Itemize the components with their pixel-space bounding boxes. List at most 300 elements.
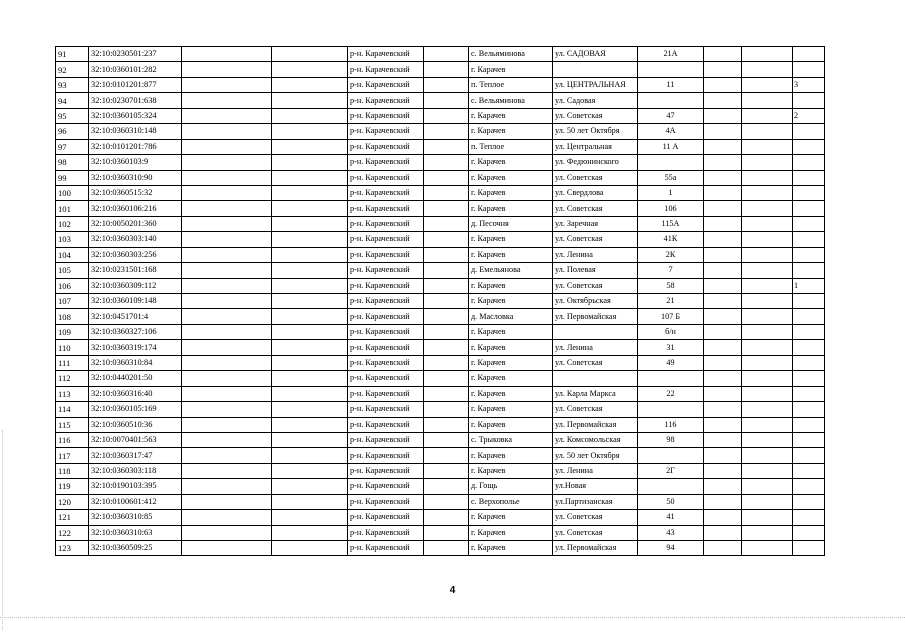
empty-cell — [182, 541, 272, 556]
page-number: 4 — [449, 585, 456, 596]
cadastral-number-cell: 32:10:0050201:360 — [89, 216, 182, 231]
row-number-cell: 94 — [56, 93, 89, 108]
settlement-cell: с. Вельяминова — [469, 93, 553, 108]
registry-table-body — [56, 47, 825, 556]
empty-cell — [424, 510, 469, 525]
empty-cell — [704, 77, 742, 92]
house-number-cell: 55а — [638, 170, 704, 185]
empty-cell — [182, 185, 272, 200]
empty-cell — [424, 402, 469, 417]
street-cell: ул. Первомайская — [553, 309, 638, 324]
empty-cell — [182, 340, 272, 355]
empty-cell — [742, 108, 793, 123]
empty-cell — [182, 232, 272, 247]
empty-cell — [182, 448, 272, 463]
row-number-cell: 108 — [56, 309, 89, 324]
empty-cell — [704, 124, 742, 139]
district-cell: р-н. Карачевский — [348, 386, 424, 401]
empty-cell — [182, 155, 272, 170]
settlement-cell: г. Карачев — [469, 541, 553, 556]
empty-cell — [272, 386, 348, 401]
house-number-cell: 107 Б — [638, 309, 704, 324]
empty-cell — [272, 402, 348, 417]
marker-cell — [793, 479, 825, 494]
empty-cell — [272, 139, 348, 154]
marker-cell — [793, 417, 825, 432]
empty-cell — [182, 510, 272, 525]
empty-cell — [424, 124, 469, 139]
cadastral-number-cell: 32:10:0100601:412 — [89, 494, 182, 509]
cadastral-number-cell: 32:10:0451701:4 — [89, 309, 182, 324]
empty-cell — [742, 294, 793, 309]
empty-cell — [272, 417, 348, 432]
marker-cell — [793, 340, 825, 355]
street-cell — [553, 371, 638, 386]
empty-cell — [272, 294, 348, 309]
settlement-cell: г. Карачев — [469, 371, 553, 386]
cadastral-number-cell: 32:10:0360103:9 — [89, 155, 182, 170]
empty-cell — [182, 108, 272, 123]
empty-cell — [272, 541, 348, 556]
empty-cell — [704, 494, 742, 509]
street-cell: ул. Центральная — [553, 139, 638, 154]
district-cell: р-н. Карачевский — [348, 185, 424, 200]
settlement-cell: д. Емельянова — [469, 263, 553, 278]
empty-cell — [704, 463, 742, 478]
empty-cell — [424, 386, 469, 401]
empty-cell — [742, 124, 793, 139]
empty-cell — [182, 62, 272, 77]
empty-cell — [704, 309, 742, 324]
settlement-cell: г. Карачев — [469, 355, 553, 370]
empty-cell — [424, 47, 469, 62]
empty-cell — [742, 263, 793, 278]
empty-cell — [424, 108, 469, 123]
row-number-cell: 111 — [56, 355, 89, 370]
empty-cell — [272, 432, 348, 447]
cadastral-number-cell: 32:10:0360319:174 — [89, 340, 182, 355]
row-number-cell: 119 — [56, 479, 89, 494]
row-number-cell: 100 — [56, 185, 89, 200]
cadastral-number-cell: 32:10:0360310:63 — [89, 525, 182, 540]
cadastral-number-cell: 32:10:0360327:106 — [89, 324, 182, 339]
table-row — [56, 448, 825, 463]
row-number-cell: 118 — [56, 463, 89, 478]
house-number-cell: 4А — [638, 124, 704, 139]
empty-cell — [704, 216, 742, 231]
empty-cell — [704, 278, 742, 293]
table-row — [56, 340, 825, 355]
empty-cell — [704, 448, 742, 463]
empty-cell — [704, 479, 742, 494]
empty-cell — [424, 324, 469, 339]
settlement-cell: с. Трыковка — [469, 432, 553, 447]
marker-cell — [793, 62, 825, 77]
empty-cell — [182, 463, 272, 478]
row-number-cell: 106 — [56, 278, 89, 293]
table-row — [56, 432, 825, 447]
settlement-cell: г. Карачев — [469, 108, 553, 123]
table-row — [56, 494, 825, 509]
settlement-cell: г. Карачев — [469, 294, 553, 309]
district-cell: р-н. Карачевский — [348, 541, 424, 556]
table-row — [56, 263, 825, 278]
empty-cell — [182, 278, 272, 293]
cadastral-number-cell: 32:10:0230701:638 — [89, 93, 182, 108]
house-number-cell: 47 — [638, 108, 704, 123]
table-row — [56, 525, 825, 540]
empty-cell — [424, 355, 469, 370]
house-number-cell: б/н — [638, 324, 704, 339]
marker-cell — [793, 525, 825, 540]
district-cell: р-н. Карачевский — [348, 247, 424, 262]
street-cell: ул. Заречная — [553, 216, 638, 231]
cadastral-number-cell: 32:10:0230501:237 — [89, 47, 182, 62]
empty-cell — [704, 386, 742, 401]
empty-cell — [704, 510, 742, 525]
empty-cell — [742, 463, 793, 478]
empty-cell — [272, 463, 348, 478]
empty-cell — [424, 170, 469, 185]
empty-cell — [742, 155, 793, 170]
street-cell: ул. Советская — [553, 108, 638, 123]
marker-cell — [793, 232, 825, 247]
empty-cell — [742, 432, 793, 447]
empty-cell — [742, 402, 793, 417]
house-number-cell: 31 — [638, 340, 704, 355]
marker-cell — [793, 463, 825, 478]
marker-cell — [793, 170, 825, 185]
empty-cell — [742, 448, 793, 463]
empty-cell — [424, 525, 469, 540]
street-cell: ул. Советская — [553, 402, 638, 417]
street-cell: ул. Ленина — [553, 247, 638, 262]
row-number-cell: 93 — [56, 77, 89, 92]
empty-cell — [424, 93, 469, 108]
cadastral-number-cell: 32:10:0360310:84 — [89, 355, 182, 370]
marker-cell — [793, 510, 825, 525]
marker-cell — [793, 124, 825, 139]
house-number-cell: 50 — [638, 494, 704, 509]
table-row — [56, 402, 825, 417]
marker-cell — [793, 541, 825, 556]
table-row — [56, 139, 825, 154]
empty-cell — [182, 386, 272, 401]
settlement-cell: п. Теплое — [469, 139, 553, 154]
district-cell: р-н. Карачевский — [348, 402, 424, 417]
district-cell: р-н. Карачевский — [348, 47, 424, 62]
house-number-cell: 2К — [638, 247, 704, 262]
house-number-cell — [638, 479, 704, 494]
empty-cell — [742, 525, 793, 540]
empty-cell — [424, 294, 469, 309]
district-cell: р-н. Карачевский — [348, 62, 424, 77]
empty-cell — [704, 541, 742, 556]
cadastral-number-cell: 32:10:0360109:148 — [89, 294, 182, 309]
table-row — [56, 232, 825, 247]
district-cell: р-н. Карачевский — [348, 525, 424, 540]
settlement-cell: г. Карачев — [469, 247, 553, 262]
empty-cell — [182, 93, 272, 108]
empty-cell — [424, 340, 469, 355]
district-cell: р-н. Карачевский — [348, 232, 424, 247]
settlement-cell: д. Песочня — [469, 216, 553, 231]
house-number-cell: 11 А — [638, 139, 704, 154]
table-row — [56, 371, 825, 386]
district-cell: р-н. Карачевский — [348, 355, 424, 370]
empty-cell — [704, 47, 742, 62]
row-number-cell: 116 — [56, 432, 89, 447]
settlement-cell: д. Гощь — [469, 479, 553, 494]
house-number-cell: 43 — [638, 525, 704, 540]
empty-cell — [742, 170, 793, 185]
empty-cell — [272, 124, 348, 139]
district-cell: р-н. Карачевский — [348, 170, 424, 185]
marker-cell — [793, 324, 825, 339]
table-row — [56, 417, 825, 432]
marker-cell — [793, 201, 825, 216]
marker-cell: 1 — [793, 278, 825, 293]
street-cell: ул. Советская — [553, 232, 638, 247]
empty-cell — [742, 232, 793, 247]
empty-cell — [704, 263, 742, 278]
empty-cell — [272, 47, 348, 62]
empty-cell — [742, 47, 793, 62]
empty-cell — [704, 432, 742, 447]
empty-cell — [182, 494, 272, 509]
empty-cell — [424, 432, 469, 447]
table-row — [56, 155, 825, 170]
empty-cell — [182, 479, 272, 494]
empty-cell — [272, 309, 348, 324]
street-cell: ул. Федюнинского — [553, 155, 638, 170]
empty-cell — [272, 185, 348, 200]
marker-cell — [793, 432, 825, 447]
row-number-cell: 121 — [56, 510, 89, 525]
marker-cell — [793, 263, 825, 278]
house-number-cell: 2Г — [638, 463, 704, 478]
cadastral-number-cell: 32:10:0360309:112 — [89, 278, 182, 293]
marker-cell — [793, 93, 825, 108]
empty-cell — [272, 263, 348, 278]
row-number-cell: 110 — [56, 340, 89, 355]
house-number-cell: 115А — [638, 216, 704, 231]
marker-cell — [793, 216, 825, 231]
marker-cell — [793, 494, 825, 509]
street-cell: ул.Новая — [553, 479, 638, 494]
empty-cell — [742, 278, 793, 293]
district-cell: р-н. Карачевский — [348, 263, 424, 278]
empty-cell — [742, 355, 793, 370]
settlement-cell: г. Карачев — [469, 170, 553, 185]
table-row — [56, 201, 825, 216]
row-number-cell: 122 — [56, 525, 89, 540]
row-number-cell: 107 — [56, 294, 89, 309]
cadastral-number-cell: 32:10:0231501:168 — [89, 263, 182, 278]
empty-cell — [742, 324, 793, 339]
empty-cell — [704, 340, 742, 355]
settlement-cell: г. Карачев — [469, 62, 553, 77]
cadastral-number-cell: 32:10:0190103:395 — [89, 479, 182, 494]
marker-cell — [793, 247, 825, 262]
empty-cell — [182, 294, 272, 309]
empty-cell — [424, 417, 469, 432]
district-cell: р-н. Карачевский — [348, 77, 424, 92]
scan-side-line — [2, 430, 3, 630]
house-number-cell: 41К — [638, 232, 704, 247]
marker-cell — [793, 448, 825, 463]
row-number-cell: 112 — [56, 371, 89, 386]
district-cell: р-н. Карачевский — [348, 278, 424, 293]
empty-cell — [742, 340, 793, 355]
settlement-cell: с. Верхополье — [469, 494, 553, 509]
district-cell: р-н. Карачевский — [348, 448, 424, 463]
row-number-cell: 95 — [56, 108, 89, 123]
marker-cell — [793, 294, 825, 309]
table-row — [56, 247, 825, 262]
table-row — [56, 124, 825, 139]
empty-cell — [742, 510, 793, 525]
cadastral-number-cell: 32:10:0360105:324 — [89, 108, 182, 123]
empty-cell — [272, 525, 348, 540]
street-cell: ул. 50 лет Октября — [553, 448, 638, 463]
empty-cell — [182, 402, 272, 417]
empty-cell — [182, 139, 272, 154]
empty-cell — [704, 232, 742, 247]
street-cell: ул. Ленина — [553, 340, 638, 355]
district-cell: р-н. Карачевский — [348, 510, 424, 525]
street-cell: ул. Советская — [553, 170, 638, 185]
street-cell: ул. Комсомольская — [553, 432, 638, 447]
empty-cell — [742, 309, 793, 324]
empty-cell — [704, 108, 742, 123]
empty-cell — [742, 371, 793, 386]
empty-cell — [272, 247, 348, 262]
street-cell: ул. Карла Маркса — [553, 386, 638, 401]
marker-cell — [793, 139, 825, 154]
house-number-cell — [638, 448, 704, 463]
house-number-cell: 106 — [638, 201, 704, 216]
district-cell: р-н. Карачевский — [348, 340, 424, 355]
table-row — [56, 294, 825, 309]
empty-cell — [742, 77, 793, 92]
empty-cell — [272, 448, 348, 463]
district-cell: р-н. Карачевский — [348, 216, 424, 231]
empty-cell — [424, 479, 469, 494]
house-number-cell: 116 — [638, 417, 704, 432]
cadastral-number-cell: 32:10:0360303:140 — [89, 232, 182, 247]
empty-cell — [272, 62, 348, 77]
empty-cell — [704, 185, 742, 200]
district-cell: р-н. Карачевский — [348, 155, 424, 170]
empty-cell — [742, 417, 793, 432]
empty-cell — [424, 541, 469, 556]
empty-cell — [424, 494, 469, 509]
table-row — [56, 510, 825, 525]
district-cell: р-н. Карачевский — [348, 124, 424, 139]
cadastral-number-cell: 32:10:0070401:563 — [89, 432, 182, 447]
empty-cell — [182, 355, 272, 370]
marker-cell — [793, 309, 825, 324]
empty-cell — [272, 479, 348, 494]
empty-cell — [424, 448, 469, 463]
street-cell: ул. Советская — [553, 525, 638, 540]
empty-cell — [424, 139, 469, 154]
empty-cell — [272, 216, 348, 231]
street-cell: ул. ЦЕНТРАЛЬНАЯ — [553, 77, 638, 92]
row-number-cell: 101 — [56, 201, 89, 216]
settlement-cell: д. Масловка — [469, 309, 553, 324]
table-row — [56, 93, 825, 108]
table-row — [56, 185, 825, 200]
district-cell: р-н. Карачевский — [348, 417, 424, 432]
cadastral-number-cell: 32:10:0360303:256 — [89, 247, 182, 262]
empty-cell — [272, 108, 348, 123]
empty-cell — [272, 93, 348, 108]
street-cell: ул. Советская — [553, 201, 638, 216]
district-cell: р-н. Карачевский — [348, 371, 424, 386]
empty-cell — [272, 77, 348, 92]
district-cell: р-н. Карачевский — [348, 294, 424, 309]
table-row — [56, 216, 825, 231]
marker-cell — [793, 355, 825, 370]
table-row — [56, 309, 825, 324]
street-cell: ул. Советская — [553, 355, 638, 370]
row-number-cell: 104 — [56, 247, 89, 262]
table-row — [56, 62, 825, 77]
empty-cell — [424, 155, 469, 170]
table-row — [56, 324, 825, 339]
street-cell: ул. САДОВАЯ — [553, 47, 638, 62]
settlement-cell: г. Карачев — [469, 417, 553, 432]
settlement-cell: г. Карачев — [469, 340, 553, 355]
district-cell: р-н. Карачевский — [348, 309, 424, 324]
cadastral-number-cell: 32:10:0360310:148 — [89, 124, 182, 139]
empty-cell — [742, 386, 793, 401]
district-cell: р-н. Карачевский — [348, 494, 424, 509]
settlement-cell: г. Карачев — [469, 402, 553, 417]
empty-cell — [704, 247, 742, 262]
row-number-cell: 114 — [56, 402, 89, 417]
row-number-cell: 109 — [56, 324, 89, 339]
table-row — [56, 355, 825, 370]
street-cell: ул. Ленина — [553, 463, 638, 478]
table-row — [56, 278, 825, 293]
empty-cell — [272, 170, 348, 185]
table-row — [56, 463, 825, 478]
settlement-cell: г. Карачев — [469, 510, 553, 525]
cadastral-number-cell: 32:10:0360101:282 — [89, 62, 182, 77]
cadastral-number-cell: 32:10:0360105:169 — [89, 402, 182, 417]
empty-cell — [704, 139, 742, 154]
settlement-cell: г. Карачев — [469, 525, 553, 540]
empty-cell — [272, 232, 348, 247]
street-cell: ул. 50 лет Октября — [553, 124, 638, 139]
empty-cell — [704, 93, 742, 108]
marker-cell — [793, 386, 825, 401]
row-number-cell: 92 — [56, 62, 89, 77]
row-number-cell: 117 — [56, 448, 89, 463]
marker-cell — [793, 185, 825, 200]
scan-edge-line — [0, 617, 905, 618]
empty-cell — [704, 170, 742, 185]
empty-cell — [182, 47, 272, 62]
street-cell: ул. Советская — [553, 278, 638, 293]
row-number-cell: 123 — [56, 541, 89, 556]
district-cell: р-н. Карачевский — [348, 463, 424, 478]
empty-cell — [704, 417, 742, 432]
house-number-cell — [638, 402, 704, 417]
